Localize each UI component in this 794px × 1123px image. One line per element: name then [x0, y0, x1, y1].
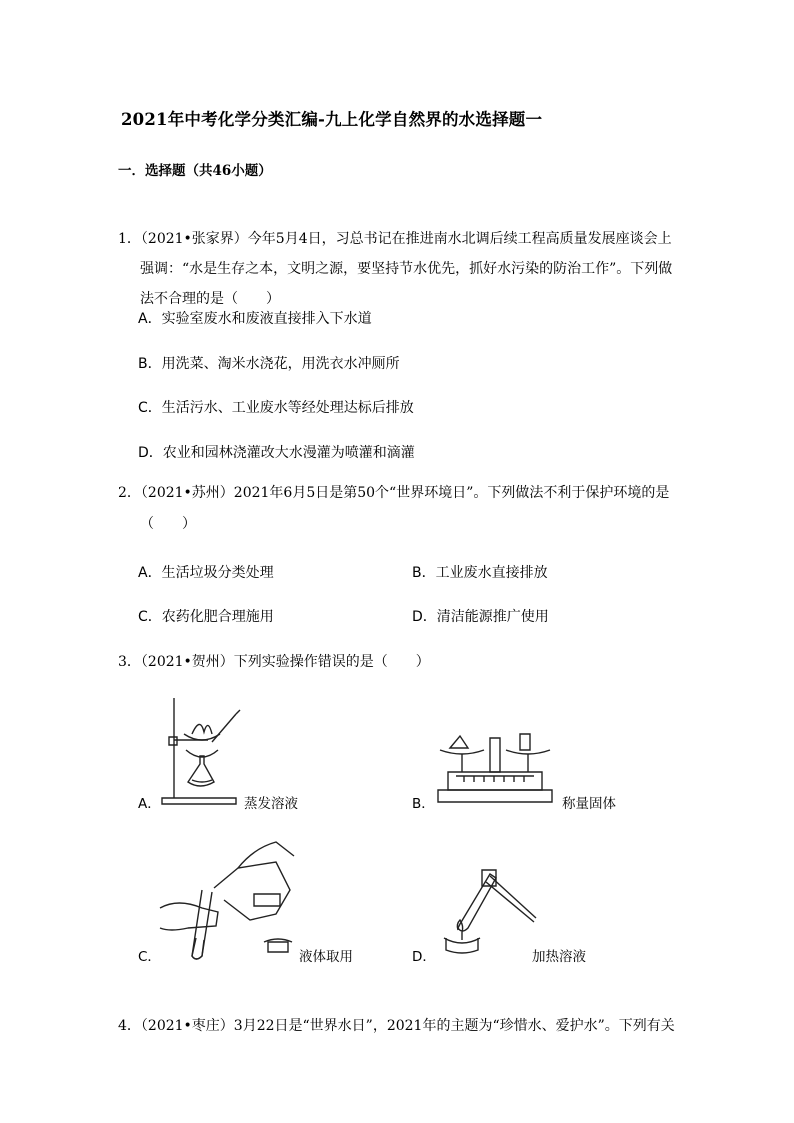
question-1-option-a: A．实验室废水和废液直接排入下水道 [138, 311, 372, 327]
question-2-option-b: B．工业废水直接排放 [412, 565, 548, 581]
question-3-option-d-caption: 加热溶液 [532, 949, 586, 965]
page-title: 2021年中考化学分类汇编-九上化学自然界的水选择题一 [121, 110, 543, 129]
question-1-option-b: B．用洗菜、淘米水浇花，用洗衣水冲厕所 [138, 356, 400, 372]
question-1-line-2: 强调：“水是生存之本，文明之源，要坚持节水优先，抓好水污染的防治工作”。下列做 [140, 261, 673, 277]
question-3-option-a-caption: 蒸发溶液 [244, 796, 298, 812]
question-3-option-b-caption: 称量固体 [562, 796, 616, 812]
question-2-option-c: C．农药化肥合理施用 [138, 609, 274, 625]
question-1-option-c: C．生活污水、工业废水等经处理达标后排放 [138, 400, 414, 416]
question-1-line-1: 1．（2021•张家界）今年5月4日，习总书记在推进南水北调后续工程高质量发展座谈会上 [118, 231, 672, 247]
question-2-line-1: 2．（2021•苏州）2021年6月5日是第50个“世界环境日”。下列做法不利于保护环境的是 [118, 485, 670, 501]
question-3-option-d-letter: D． [412, 949, 436, 965]
question-1-line-3: 法不合理的是（ ） [140, 291, 280, 307]
balance-scale-icon [434, 728, 556, 810]
evaporation-apparatus-icon [160, 694, 245, 806]
heating-test-tube-icon [434, 864, 544, 956]
question-2-line-2: （ ） [140, 516, 196, 532]
question-3-option-c-caption: 液体取用 [299, 949, 353, 965]
question-3-option-c-letter: C． [138, 949, 161, 965]
section-heading: 一．选择题（共46小题） [118, 163, 272, 179]
question-2-option-d: D．清洁能源推广使用 [412, 609, 549, 625]
pouring-liquid-icon [158, 838, 296, 964]
question-1-option-d: D．农业和园林浇灌改大水漫灌为喷灌和滴灌 [138, 445, 415, 461]
question-3-option-a-letter: A． [138, 796, 161, 812]
question-2-option-a: A．生活垃圾分类处理 [138, 565, 274, 581]
question-4-line-1: 4．（2021•枣庄）3月22日是“世界水日”，2021年的主题为“珍惜水、爱护水”。下列有关 [118, 1018, 675, 1034]
question-3-line-1: 3．（2021•贺州）下列实验操作错误的是（ ） [118, 654, 430, 670]
question-3-option-b-letter: B． [412, 796, 435, 812]
